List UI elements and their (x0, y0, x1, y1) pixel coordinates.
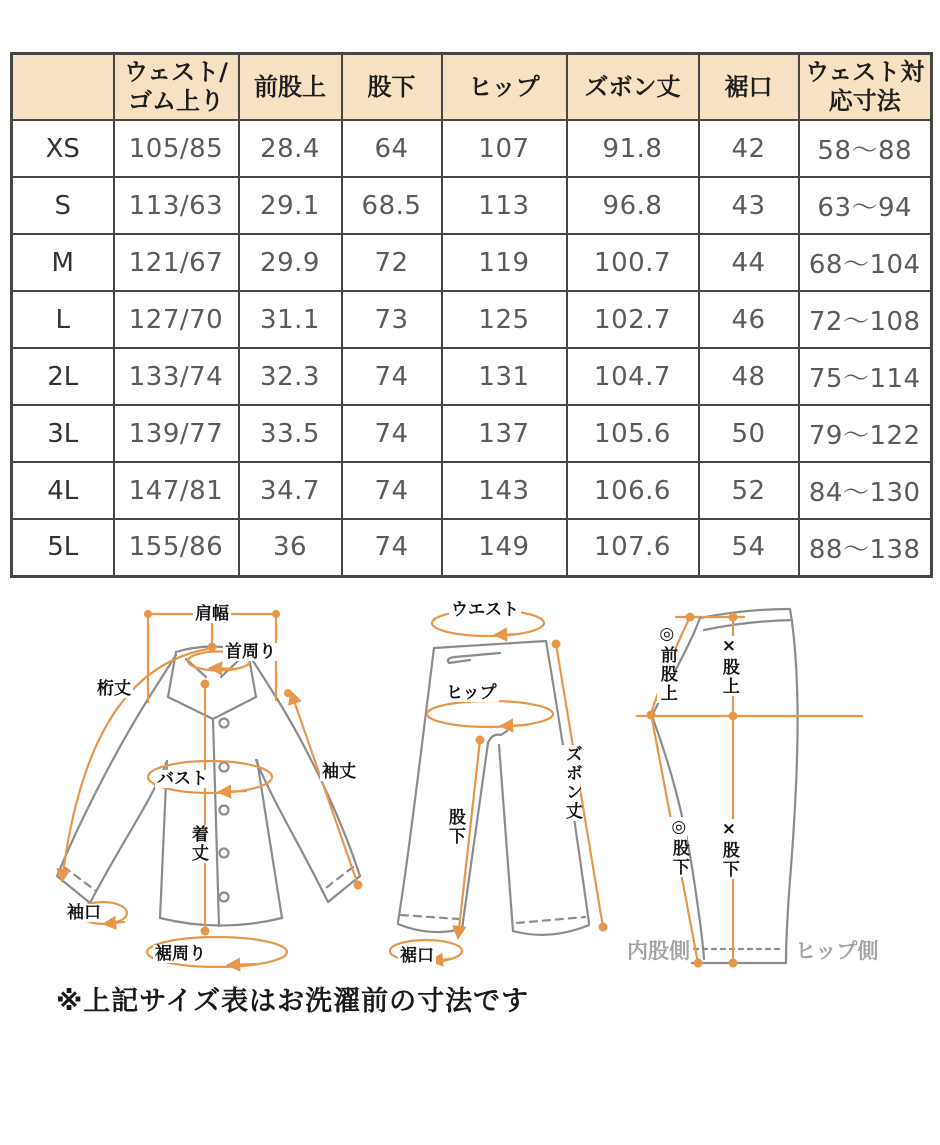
cell-front-rise: 36 (239, 519, 342, 576)
cell-hip: 149 (442, 519, 567, 576)
label-cuff: 袖口 (67, 902, 101, 923)
cell-pants-length: 96.8 (567, 177, 699, 234)
cell-hem-width: 52 (699, 462, 799, 519)
cell-hip: 125 (442, 291, 567, 348)
label-body-length: 着丈 (187, 824, 208, 863)
label-neck: 首周り (225, 641, 276, 662)
measurement-diagrams-drawing (0, 585, 940, 975)
cell-front-rise: 32.3 (239, 348, 342, 405)
label-front-rise: ◎前股上 (656, 623, 677, 703)
cell-hem-width: 43 (699, 177, 799, 234)
label-inner-thigh-side: 内股側 (627, 938, 690, 963)
cell-hem-width: 46 (699, 291, 799, 348)
measurement-diagrams (0, 585, 940, 975)
size-row-m (12, 234, 932, 291)
size-table (10, 52, 933, 578)
cell-inseam: 72 (342, 234, 442, 291)
cell-front-rise: 29.9 (239, 234, 342, 291)
size-row-l (12, 291, 932, 348)
cell-inseam: 74 (342, 348, 442, 405)
cell-hem-width: 42 (699, 120, 799, 177)
size-row-3l (12, 405, 932, 462)
size-row-2l (12, 348, 932, 405)
col-header-waist-fit-range: ウェスト対応寸法 (799, 54, 932, 121)
cell-pants-length: 107.6 (567, 519, 699, 576)
cell-front-rise: 34.7 (239, 462, 342, 519)
label-inseam-hip-side: ×股下 (718, 818, 739, 879)
cell-hem-width: 50 (699, 405, 799, 462)
cell-inseam: 74 (342, 519, 442, 576)
size-row-5l (12, 519, 932, 576)
cell-pants-length: 104.7 (567, 348, 699, 405)
cell-waist-elastic: 113/63 (114, 177, 239, 234)
label-waist: ウエスト (451, 599, 519, 620)
cell-inseam: 64 (342, 120, 442, 177)
cell-pants-length: 106.6 (567, 462, 699, 519)
col-header-hem-width: 裾口 (699, 54, 799, 121)
pre-wash-note: ※上記サイズ表はお洗濯前の寸法です (56, 985, 530, 1017)
cell-hip: 131 (442, 348, 567, 405)
cell-pants-length: 91.8 (567, 120, 699, 177)
cell-pants-length: 105.6 (567, 405, 699, 462)
size-row-4l (12, 462, 932, 519)
cell-front-rise: 33.5 (239, 405, 342, 462)
cell-waist-fit-range: 88〜138 (799, 519, 932, 576)
cell-waist-elastic: 147/81 (114, 462, 239, 519)
cell-waist-elastic: 155/86 (114, 519, 239, 576)
label-bust: バスト (157, 768, 208, 789)
label-inseam-front-side: ◎股下 (668, 816, 689, 877)
cell-waist-fit-range: 63〜94 (799, 177, 932, 234)
label-hem-opening: 裾口 (400, 945, 434, 966)
label-shoulder-width: 肩幅 (195, 603, 229, 624)
cell-waist-fit-range: 84〜130 (799, 462, 932, 519)
cell-waist-elastic: 127/70 (114, 291, 239, 348)
label-inseam: 股下 (444, 807, 465, 846)
label-pants-length: ズボン丈 (561, 744, 582, 821)
size-row-s (12, 177, 932, 234)
cell-waist-fit-range: 75〜114 (799, 348, 932, 405)
label-rise: ×股上 (718, 635, 739, 696)
shirt-measures (62, 610, 363, 967)
col-header-front-rise: 前股上 (239, 54, 342, 121)
label-hip-side: ヒップ側 (795, 938, 879, 963)
size-label: 3L (12, 405, 114, 462)
cell-waist-elastic: 133/74 (114, 348, 239, 405)
label-hem-around: 裾周り (155, 943, 206, 964)
cell-waist-fit-range: 79〜122 (799, 405, 932, 462)
cell-hip: 119 (442, 234, 567, 291)
cell-front-rise: 29.1 (239, 177, 342, 234)
cell-waist-elastic: 121/67 (114, 234, 239, 291)
cell-waist-elastic: 139/77 (114, 405, 239, 462)
col-header-hip: ヒップ (442, 54, 567, 121)
size-label: 4L (12, 462, 114, 519)
label-hip: ヒップ (446, 682, 497, 703)
corner-cell (12, 54, 114, 121)
size-label: M (12, 234, 114, 291)
size-label: 2L (12, 348, 114, 405)
cell-hem-width: 54 (699, 519, 799, 576)
cell-hip: 143 (442, 462, 567, 519)
size-label: S (12, 177, 114, 234)
size-label: XS (12, 120, 114, 177)
cell-hip: 113 (442, 177, 567, 234)
cell-pants-length: 102.7 (567, 291, 699, 348)
cell-waist-fit-range: 72〜108 (799, 291, 932, 348)
cell-inseam: 74 (342, 405, 442, 462)
cell-inseam: 68.5 (342, 177, 442, 234)
label-yuki-length: 桁丈 (97, 678, 131, 699)
cell-inseam: 73 (342, 291, 442, 348)
size-label: 5L (12, 519, 114, 576)
col-header-pants-length: ズボン丈 (567, 54, 699, 121)
cell-hip: 107 (442, 120, 567, 177)
cell-pants-length: 100.7 (567, 234, 699, 291)
cell-hem-width: 48 (699, 348, 799, 405)
cell-front-rise: 31.1 (239, 291, 342, 348)
size-table-header-row (12, 54, 932, 121)
col-header-inseam: 股下 (342, 54, 442, 121)
size-row-xs (12, 120, 932, 177)
cell-waist-fit-range: 68〜104 (799, 234, 932, 291)
cell-hem-width: 44 (699, 234, 799, 291)
col-header-waist-elastic: ウェスト/ゴム上り (114, 54, 239, 121)
cell-waist-fit-range: 58〜88 (799, 120, 932, 177)
size-label: L (12, 291, 114, 348)
label-sleeve-length: 袖丈 (322, 761, 356, 782)
cell-inseam: 74 (342, 462, 442, 519)
cell-hip: 137 (442, 405, 567, 462)
cell-waist-elastic: 105/85 (114, 120, 239, 177)
cell-front-rise: 28.4 (239, 120, 342, 177)
